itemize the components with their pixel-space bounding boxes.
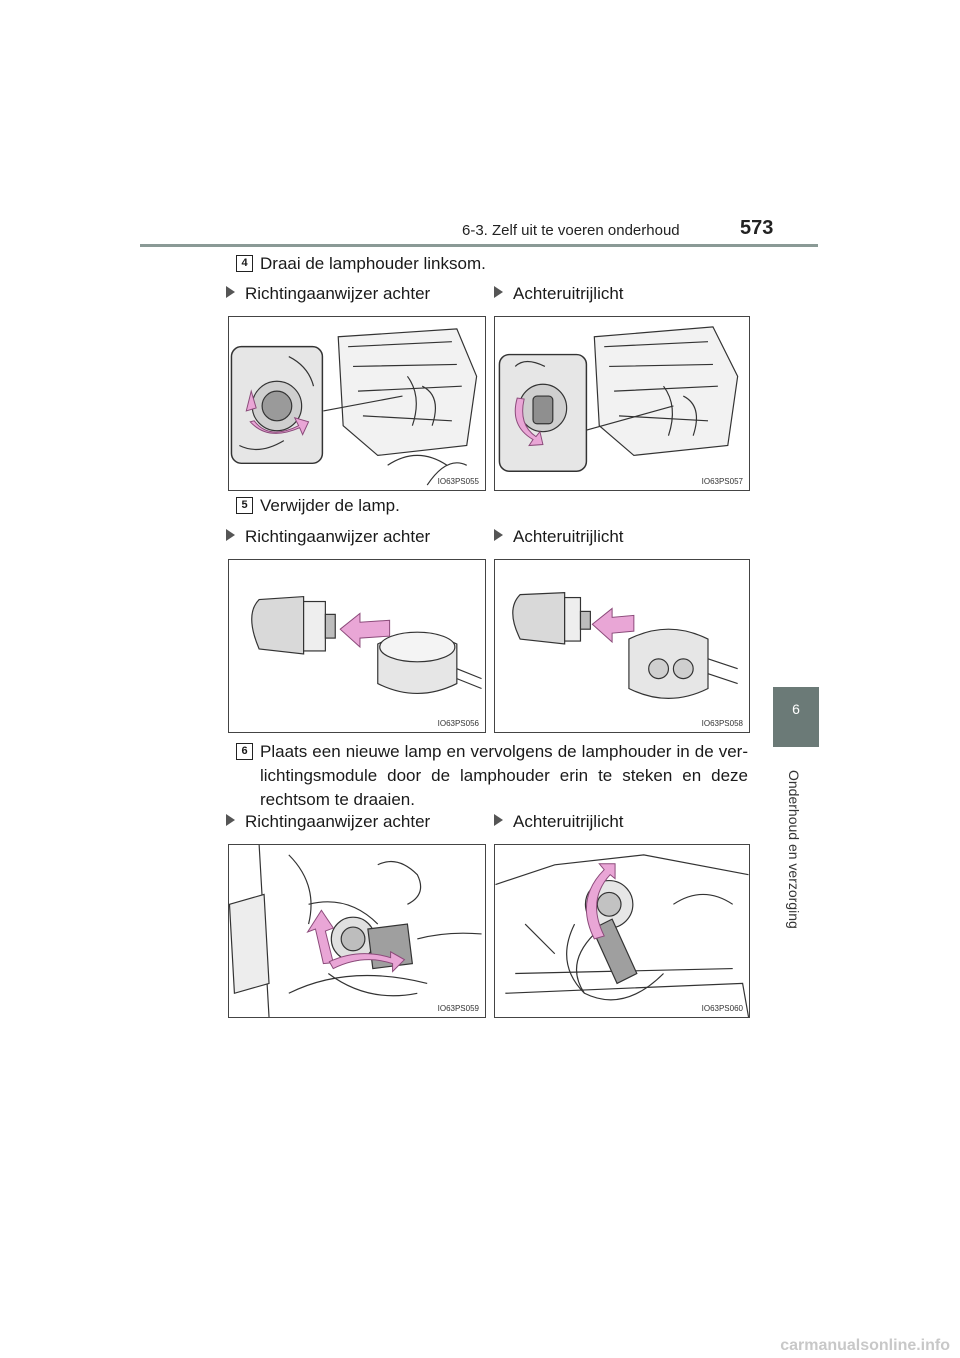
bullet-right: Achteruitrijlicht — [494, 812, 624, 832]
bullet-right: Achteruitrijlicht — [494, 284, 624, 304]
figure-code: IO63PS058 — [701, 719, 743, 728]
bullet-left: Richtingaanwijzer achter — [226, 812, 430, 832]
step-text: Draai de lamphouder linksom. — [260, 254, 486, 273]
illustration-turn-signal-holder — [228, 316, 486, 491]
figure-code: IO63PS059 — [437, 1004, 479, 1013]
bullet-left: Richtingaanwijzer achter — [226, 284, 430, 304]
triangle-bullet-icon — [226, 814, 235, 826]
figure-code: IO63PS056 — [437, 719, 479, 728]
illustration-reverse-light-install — [494, 844, 750, 1018]
triangle-bullet-icon — [494, 814, 503, 826]
page-number: 573 — [740, 217, 774, 239]
chapter-label: Onderhoud en verzorging — [786, 770, 802, 929]
figure-code: IO63PS057 — [701, 477, 743, 486]
triangle-bullet-icon — [494, 529, 503, 541]
figure-code: IO63PS060 — [701, 1004, 743, 1013]
section-title: 6-3. Zelf uit te voeren onderhoud — [462, 222, 680, 239]
watermark: carmanualsonline.info — [780, 1337, 950, 1354]
triangle-bullet-icon — [226, 286, 235, 298]
header-rule — [140, 244, 818, 247]
step-text: Plaats een nieuwe lamp en vervolgens de lamphouder in de ver-lichtingsmodule door de lamphouder erin te steken en deze rechtsom te draaien. — [260, 742, 748, 809]
illustration-turn-signal-bulb — [228, 559, 486, 733]
illustration-reverse-light-holder — [494, 316, 750, 491]
illustration-turn-signal-install — [228, 844, 486, 1018]
step-text: Verwijder de lamp. — [260, 496, 400, 515]
step-badge: 5 — [236, 497, 253, 514]
illustration-reverse-light-bulb — [494, 559, 750, 733]
step-badge: 6 — [236, 743, 253, 760]
figure-code: IO63PS055 — [437, 477, 479, 486]
bullet-left: Richtingaanwijzer achter — [226, 527, 430, 547]
bullet-right: Achteruitrijlicht — [494, 527, 624, 547]
chapter-tab: 6 — [773, 687, 819, 747]
step-badge: 4 — [236, 255, 253, 272]
triangle-bullet-icon — [226, 529, 235, 541]
triangle-bullet-icon — [494, 286, 503, 298]
